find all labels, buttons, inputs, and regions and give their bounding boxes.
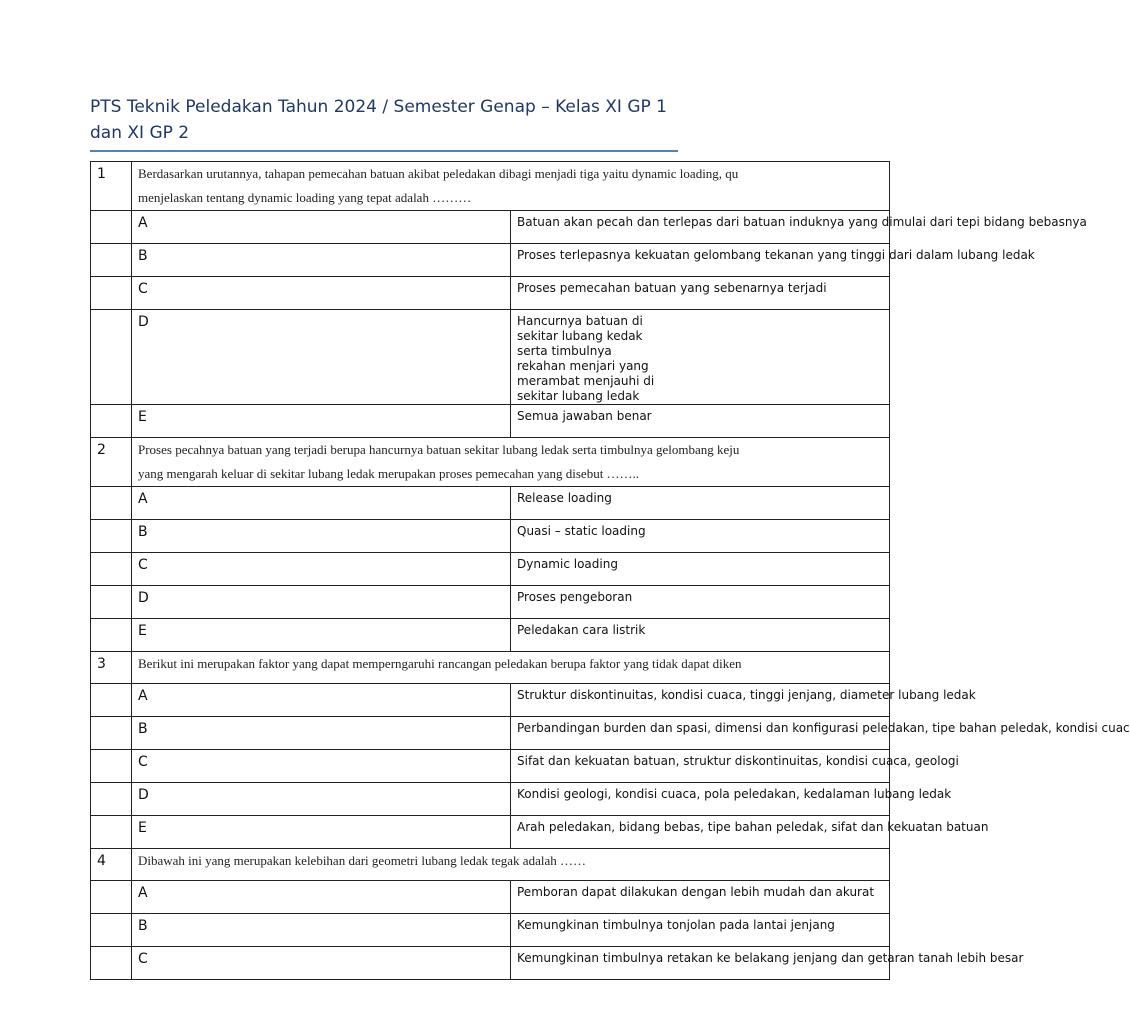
option-text: Kemungkinan timbulnya retakan ke belakang jenjang dan getaran tanah lebih besar [511,947,890,980]
question-row [91,652,890,684]
option-row[interactable] [91,816,890,849]
option-row[interactable] [91,310,890,405]
option-row[interactable] [91,881,890,914]
question-row [91,849,890,881]
question-row [91,162,890,211]
question-number: 2 [91,438,132,487]
option-row[interactable] [91,520,890,553]
question-text [132,849,890,881]
question-number: 3 [91,652,132,684]
question-text [132,162,890,211]
option-letter: C [132,553,511,586]
option-letter: D [132,783,511,816]
question-number: 1 [91,162,132,211]
option-letter: D [132,586,511,619]
question-row [91,438,890,487]
option-text: Kondisi geologi, kondisi cuaca, pola peledakan, kedalaman lubang ledak [511,783,890,816]
option-text: Peledakan cara listrik [511,619,890,652]
option-row[interactable] [91,684,890,717]
question-text [132,652,890,684]
option-letter: B [132,520,511,553]
option-letter: B [132,244,511,277]
option-letter: B [132,717,511,750]
option-text: Dynamic loading [511,553,890,586]
option-letter: B [132,914,511,947]
question-line: menjelaskan tentang dynamic loading yang tepat adalah ……… [138,190,472,205]
option-letter: C [132,277,511,310]
option-text: Perbandingan burden dan spasi, dimensi dan konfigurasi peledakan, tipe bahan peledak, kondisi cuac [511,717,890,750]
option-text: Release loading [511,487,890,520]
question-line: Proses pecahnya batuan yang terjadi berupa hancurnya batuan sekitar lubang ledak serta timbulnya gelombang keju [138,442,740,457]
question-line: Berdasarkan urutannya, tahapan pemecahan batuan akibat peledakan dibagi menjadi tiga yaitu dynamic loading, qu [138,166,739,181]
option-text: Quasi – static loading [511,520,890,553]
option-row[interactable] [91,783,890,816]
option-text: Proses pemecahan batuan yang sebenarnya terjadi [511,277,890,310]
option-row[interactable] [91,947,890,980]
option-letter: C [132,750,511,783]
option-letter: E [132,816,511,849]
option-text: Semua jawaban benar [511,405,890,438]
option-text: Kemungkinan timbulnya tonjolan pada lantai jenjang [511,914,890,947]
option-text: Sifat dan kekuatan batuan, struktur diskontinuitas, kondisi cuaca, geologi [511,750,890,783]
option-text: Batuan akan pecah dan terlepas dari batuan induknya yang dimulai dari tepi bidang bebasnya [511,211,890,244]
option-letter: C [132,947,511,980]
option-row[interactable] [91,717,890,750]
option-row[interactable] [91,914,890,947]
question-line: Dibawah ini yang merupakan kelebihan dari geometri lubang ledak tegak adalah …… [138,853,586,868]
option-text: Proses pengeboran [511,586,890,619]
option-letter: A [132,211,511,244]
option-row[interactable] [91,277,890,310]
option-row[interactable] [91,487,890,520]
option-text: Struktur diskontinuitas, kondisi cuaca, tinggi jenjang, diameter lubang ledak [511,684,890,717]
option-letter: E [132,405,511,438]
option-letter: A [132,684,511,717]
option-letter: A [132,487,511,520]
option-letter: E [132,619,511,652]
option-row[interactable] [91,244,890,277]
question-line: Berikut ini merupakan faktor yang dapat memperngaruhi rancangan peledakan berupa faktor yang tidak dapat diken [138,656,742,671]
option-row[interactable] [91,211,890,244]
title-underline [90,150,678,152]
page-title: PTS Teknik Peledakan Tahun 2024 / Semester Genap – Kelas XI GP 1 dan XI GP 2 [90,97,667,143]
question-text [132,438,890,487]
option-row[interactable] [91,553,890,586]
question-table [90,161,1130,980]
option-letter: D [132,310,511,405]
option-row[interactable] [91,405,890,438]
option-text: Arah peledakan, bidang bebas, tipe bahan peledak, sifat dan kekuatan batuan [511,816,890,849]
option-row[interactable] [91,750,890,783]
option-letter: A [132,881,511,914]
question-line: yang mengarah keluar di sekitar lubang ledak merupakan proses pemecahan yang disebut …….. [138,466,640,481]
option-text: Hancurnya batuan di sekitar lubang kedak serta timbulnya rekahan menjari yang merambat menjauhi di sekitar lubang ledak [511,310,890,405]
option-row[interactable] [91,619,890,652]
option-row[interactable] [91,586,890,619]
question-number: 4 [91,849,132,881]
option-text: Pemboran dapat dilakukan dengan lebih mudah dan akurat [511,881,890,914]
option-text: Proses terlepasnya kekuatan gelombang tekanan yang tinggi dari dalam lubang ledak [511,244,890,277]
